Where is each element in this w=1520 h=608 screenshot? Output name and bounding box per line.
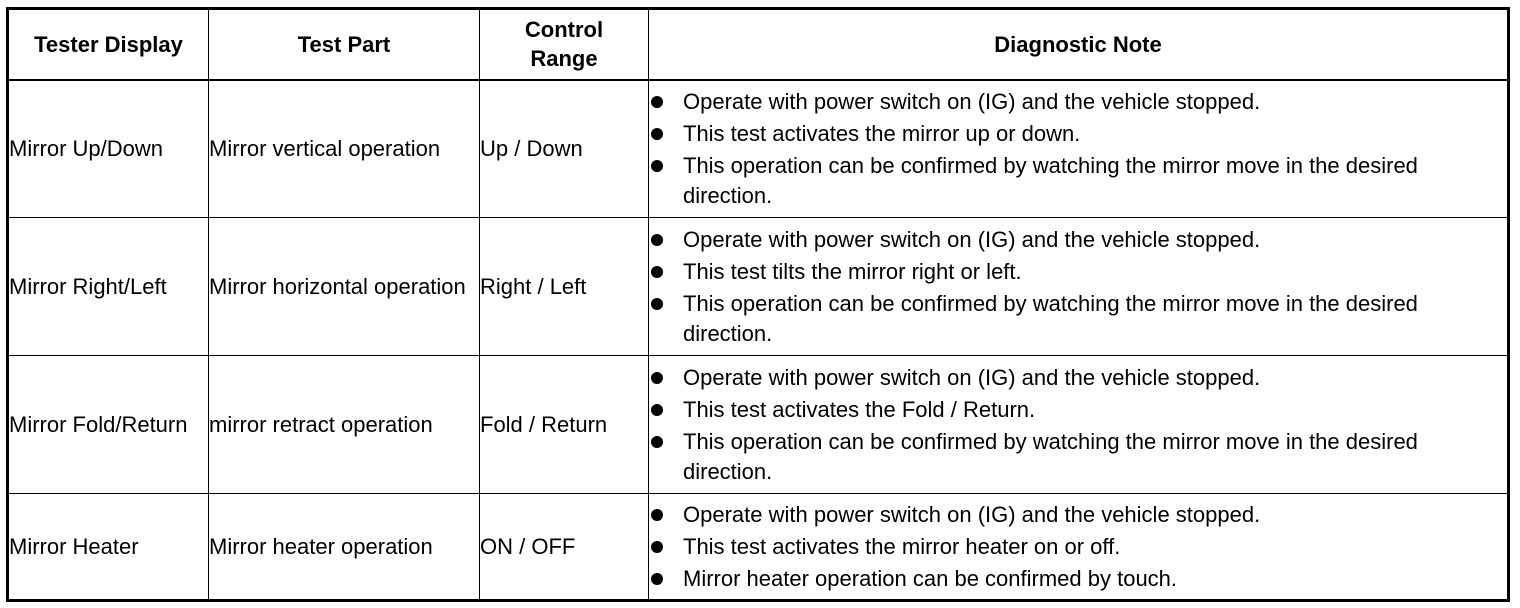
diagnostic-note-cell [649, 494, 1509, 601]
bullet-icon [651, 541, 663, 553]
table-row [8, 80, 1509, 218]
note-list [649, 363, 1507, 487]
bullet-icon [651, 234, 663, 246]
note-list [649, 225, 1507, 349]
note-item [649, 119, 1507, 149]
note-item [649, 500, 1507, 530]
note-item [649, 87, 1507, 117]
bullet-icon [651, 96, 663, 108]
bullet-icon [651, 573, 663, 585]
diagnostic-note-cell [649, 356, 1509, 494]
table-row [8, 494, 1509, 601]
note-item [649, 395, 1507, 425]
note-text: This test tilts the mirror right or left. [683, 258, 1022, 284]
active-test-table [6, 7, 1510, 602]
header-control-range-line2: Range [530, 46, 598, 72]
control-range-cell: Fold / Return [480, 356, 649, 494]
table-header-row [8, 9, 1509, 80]
bullet-icon [651, 436, 663, 448]
control-range-cell: Up / Down [480, 80, 649, 218]
note-item [649, 532, 1507, 562]
note-list [649, 500, 1507, 594]
header-test-part: Test Part [209, 9, 480, 80]
bullet-icon [651, 404, 663, 416]
note-text: Operate with power switch on (IG) and the vehicle stopped. [683, 364, 1261, 390]
bullet-icon [651, 160, 663, 172]
tester-display-cell: Mirror Up/Down [8, 80, 209, 218]
note-text: Operate with power switch on (IG) and the vehicle stopped. [683, 88, 1261, 114]
bullet-icon [651, 372, 663, 384]
note-text: This test activates the mirror heater on or off. [683, 533, 1121, 559]
note-item [649, 564, 1507, 594]
table-row [8, 356, 1509, 494]
test-part-cell: Mirror vertical operation [209, 80, 480, 218]
note-text: This operation can be confirmed by watching the mirror move in the desired direction. [683, 428, 1418, 484]
note-text: Mirror heater operation can be confirmed by touch. [683, 565, 1178, 591]
bullet-icon [651, 509, 663, 521]
note-text: This operation can be confirmed by watching the mirror move in the desired direction. [683, 290, 1418, 346]
note-item [649, 151, 1507, 211]
control-range-cell: ON / OFF [480, 494, 649, 601]
note-item [649, 225, 1507, 255]
test-part-cell: Mirror horizontal operation [209, 218, 480, 356]
note-text: This test activates the mirror up or down. [683, 120, 1081, 146]
header-control-range [480, 9, 649, 80]
tester-display-cell: Mirror Right/Left [8, 218, 209, 356]
note-text: Operate with power switch on (IG) and the vehicle stopped. [683, 501, 1261, 527]
test-part-cell: Mirror heater operation [209, 494, 480, 601]
note-text: Operate with power switch on (IG) and the vehicle stopped. [683, 226, 1261, 252]
note-text: This test activates the Fold / Return. [683, 396, 1036, 422]
diagnostic-note-cell [649, 218, 1509, 356]
diagnostic-note-cell [649, 80, 1509, 218]
note-item [649, 363, 1507, 393]
test-part-cell: mirror retract operation [209, 356, 480, 494]
header-control-range-line1: Control [524, 17, 604, 43]
tester-display-cell: Mirror Heater [8, 494, 209, 601]
tester-display-cell: Mirror Fold/Return [8, 356, 209, 494]
header-diagnostic-note: Diagnostic Note [649, 9, 1509, 80]
note-item [649, 257, 1507, 287]
table-row [8, 218, 1509, 356]
note-text: This operation can be confirmed by watching the mirror move in the desired direction. [683, 152, 1418, 208]
header-tester-display: Tester Display [8, 9, 209, 80]
bullet-icon [651, 266, 663, 278]
bullet-icon [651, 298, 663, 310]
bullet-icon [651, 128, 663, 140]
control-range-cell: Right / Left [480, 218, 649, 356]
note-item [649, 289, 1507, 349]
note-item [649, 427, 1507, 487]
note-list [649, 87, 1507, 211]
